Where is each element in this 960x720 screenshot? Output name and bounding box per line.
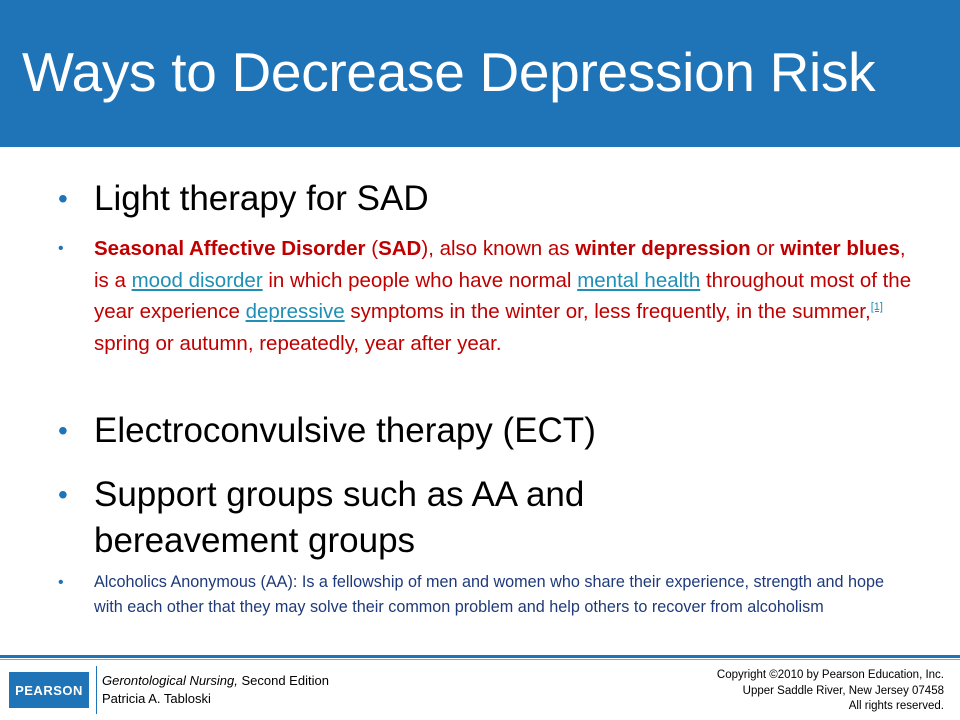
pearson-logo: PEARSON (9, 672, 89, 708)
sad-bold-term: winter blues (780, 237, 900, 260)
aa-description: Alcoholics Anonymous (AA): Is a fellowship of men and women who share their experience, strength and hope with each other that they may solve their common problem and help others to recover from alcoholism (94, 573, 885, 616)
book-title: Gerontological Nursing, (102, 673, 238, 688)
footnote-link[interactable]: [1] (870, 301, 883, 314)
slide-title: Ways to Decrease Depression Risk (22, 41, 876, 103)
bullet-marker: • (58, 415, 68, 446)
sad-description (94, 233, 924, 359)
mood-disorder-link[interactable]: mood disorder (131, 268, 263, 292)
footer-divider (0, 655, 960, 658)
bullet-marker: • (58, 183, 68, 214)
copyright-line: Upper Saddle River, New Jersey 07458 (742, 684, 944, 697)
sad-bold-abbr: SAD (378, 237, 422, 260)
sad-text: ), also known as (421, 237, 576, 260)
footer-divider-thin (0, 659, 960, 660)
mental-health-link[interactable]: mental health (577, 268, 701, 292)
bullet-marker: • (58, 574, 64, 591)
bullet-light-therapy: Light therapy for SAD (94, 179, 429, 218)
sad-text: or (750, 237, 781, 260)
title-bar (0, 0, 960, 147)
copyright-line: All rights reserved. (848, 700, 944, 712)
sad-bold-term: Seasonal Affective Disorder (94, 237, 366, 260)
sad-text: , is a (94, 237, 906, 292)
copyright-notice (717, 668, 944, 715)
sad-bold-term: winter depression (575, 237, 751, 260)
copyright-line: Copyright ©2010 by Pearson Education, Inc. (716, 669, 944, 681)
sad-text: in which people who have normal (262, 268, 578, 292)
sad-text: ( (365, 237, 379, 260)
sad-text: throughout most of the year experience (94, 268, 912, 323)
bullet-marker: • (58, 479, 68, 510)
sad-text: spring or autumn, repeatedly, year after year. (94, 331, 502, 355)
book-citation (102, 672, 329, 708)
book-author: Patricia A. Tabloski (102, 691, 211, 706)
depressive-link[interactable]: depressive (245, 300, 345, 323)
bullet-ect: Electroconvulsive therapy (ECT) (94, 411, 596, 450)
footer-separator (96, 666, 97, 714)
sad-text: symptoms in the winter or, less frequently, in the summer, (344, 300, 871, 323)
book-edition: Second Edition (237, 673, 329, 688)
bullet-marker: • (58, 240, 64, 257)
bullet-support-groups: Support groups such as AA and bereavement groups (94, 475, 585, 560)
